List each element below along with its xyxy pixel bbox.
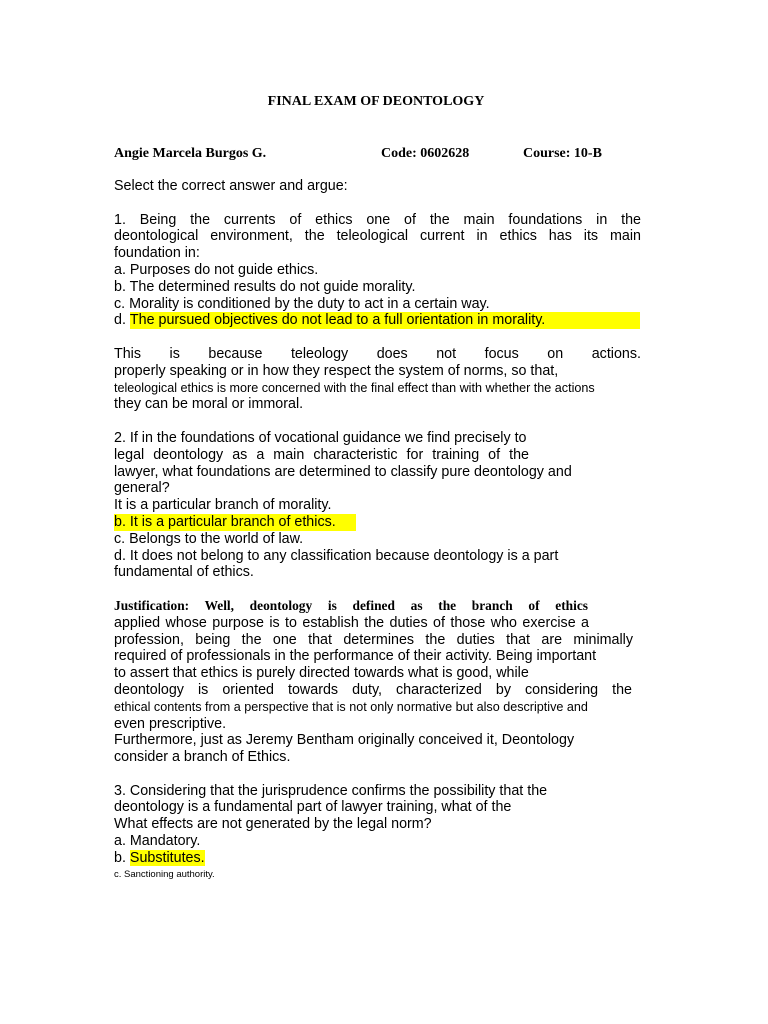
spacer [114,195,641,212]
q1-answer-text: The pursued objectives do not lead to a full orientation in morality. [130,312,640,329]
q2-justification-line: even prescriptive. [114,715,227,732]
q2-justification-line: consider a branch of Ethics. [114,749,291,766]
q3-option-c: c. Sanctioning authority. [114,868,215,880]
q1-explanation-line: they can be moral or immoral. [114,396,304,413]
q1-explanation-line: properly speaking or in how they respect the system of norms, so that, [114,362,559,379]
q1-explanation-line: This is because teleology does not focus on actions. [114,345,641,362]
q2-question-line: 2. If in the foundations of vocational guidance we find precisely to [114,429,527,446]
student-course: Course: 10-B [523,146,602,161]
q1-answer-prefix: d. [114,312,130,329]
q2-question-line: legal deontology as a main characteristic for training of the [114,446,529,463]
q1-option-b: b. The determined results do not guide morality. [114,278,416,295]
page-title: FINAL EXAM OF DEONTOLOGY [267,94,485,109]
q2-justification-line: required of professionals in the performance of their activity. Being important [114,648,597,665]
q2-justification-line: Furthermore, just as Jeremy Bentham originally conceived it, Deontology [114,732,575,749]
student-name: Angie Marcela Burgos G. [114,146,267,161]
q2-option-c: c. Belongs to the world of law. [114,530,304,547]
q1-option-c: c. Morality is conditioned by the duty to act in a certain way. [114,295,490,312]
spacer [114,581,641,598]
exam-body [114,178,641,883]
q1-answer-highlighted [114,312,641,329]
q3-option-a: a. Mandatory. [114,833,201,850]
q2-question-line: lawyer, what foundations are determined to classify pure deontology and [114,463,572,480]
student-info-row [114,146,674,164]
q1-explanation-line: teleological ethics is more concerned with the final effect than with whether the actions [114,380,595,395]
q3-question-line: 3. Considering that the jurisprudence confirms the possibility that the [114,782,548,799]
q1-question-line: foundation in: [114,245,200,262]
q2-justification-line: to assert that ethics is purely directed towards what is good, while [114,665,529,682]
q2-option-d-line: d. It does not belong to any classification because deontology is a part [114,547,559,564]
q1-question-line: 1. Being the currents of ethics one of the main foundations in the [114,211,641,228]
spacer [114,766,641,783]
q2-answer-highlighted [114,514,641,531]
q2-justification-line: deontology is oriented towards duty, characterized by considering the [114,681,632,698]
spacer [114,413,641,430]
q3-answer-text: Substitutes. [129,849,205,866]
q2-justification-line: ethical contents from a perspective that is not only normative but also descriptive and [114,699,588,714]
spacer [114,329,641,346]
q2-justification-lead: Justification: Well, deontology is defined as the branch of ethics [114,597,588,613]
q2-justification-line: profession, being the one that determines the duties that are minimally [114,631,633,648]
q2-question-line: general? [114,480,170,497]
q3-question-line: deontology is a fundamental part of lawyer training, what of the [114,799,512,816]
q2-justification-line: applied whose purpose is to establish the duties of those who exercise a [114,614,589,631]
student-code: Code: 0602628 [381,146,470,161]
q1-option-a: a. Purposes do not guide ethics. [114,261,319,278]
q1-question-line: deontological environment, the teleological current in ethics has its main [114,228,641,245]
q3-question-line: What effects are not generated by the legal norm? [114,816,432,833]
q2-option-d-line: fundamental of ethics. [114,564,254,581]
q3-answer-prefix: b. [114,849,130,866]
q3-answer-highlighted [114,850,641,867]
instructions: Select the correct answer and argue: [114,178,348,194]
q2-option-a: It is a particular branch of morality. [114,497,332,514]
q2-answer-text: b. It is a particular branch of ethics. [114,514,356,531]
